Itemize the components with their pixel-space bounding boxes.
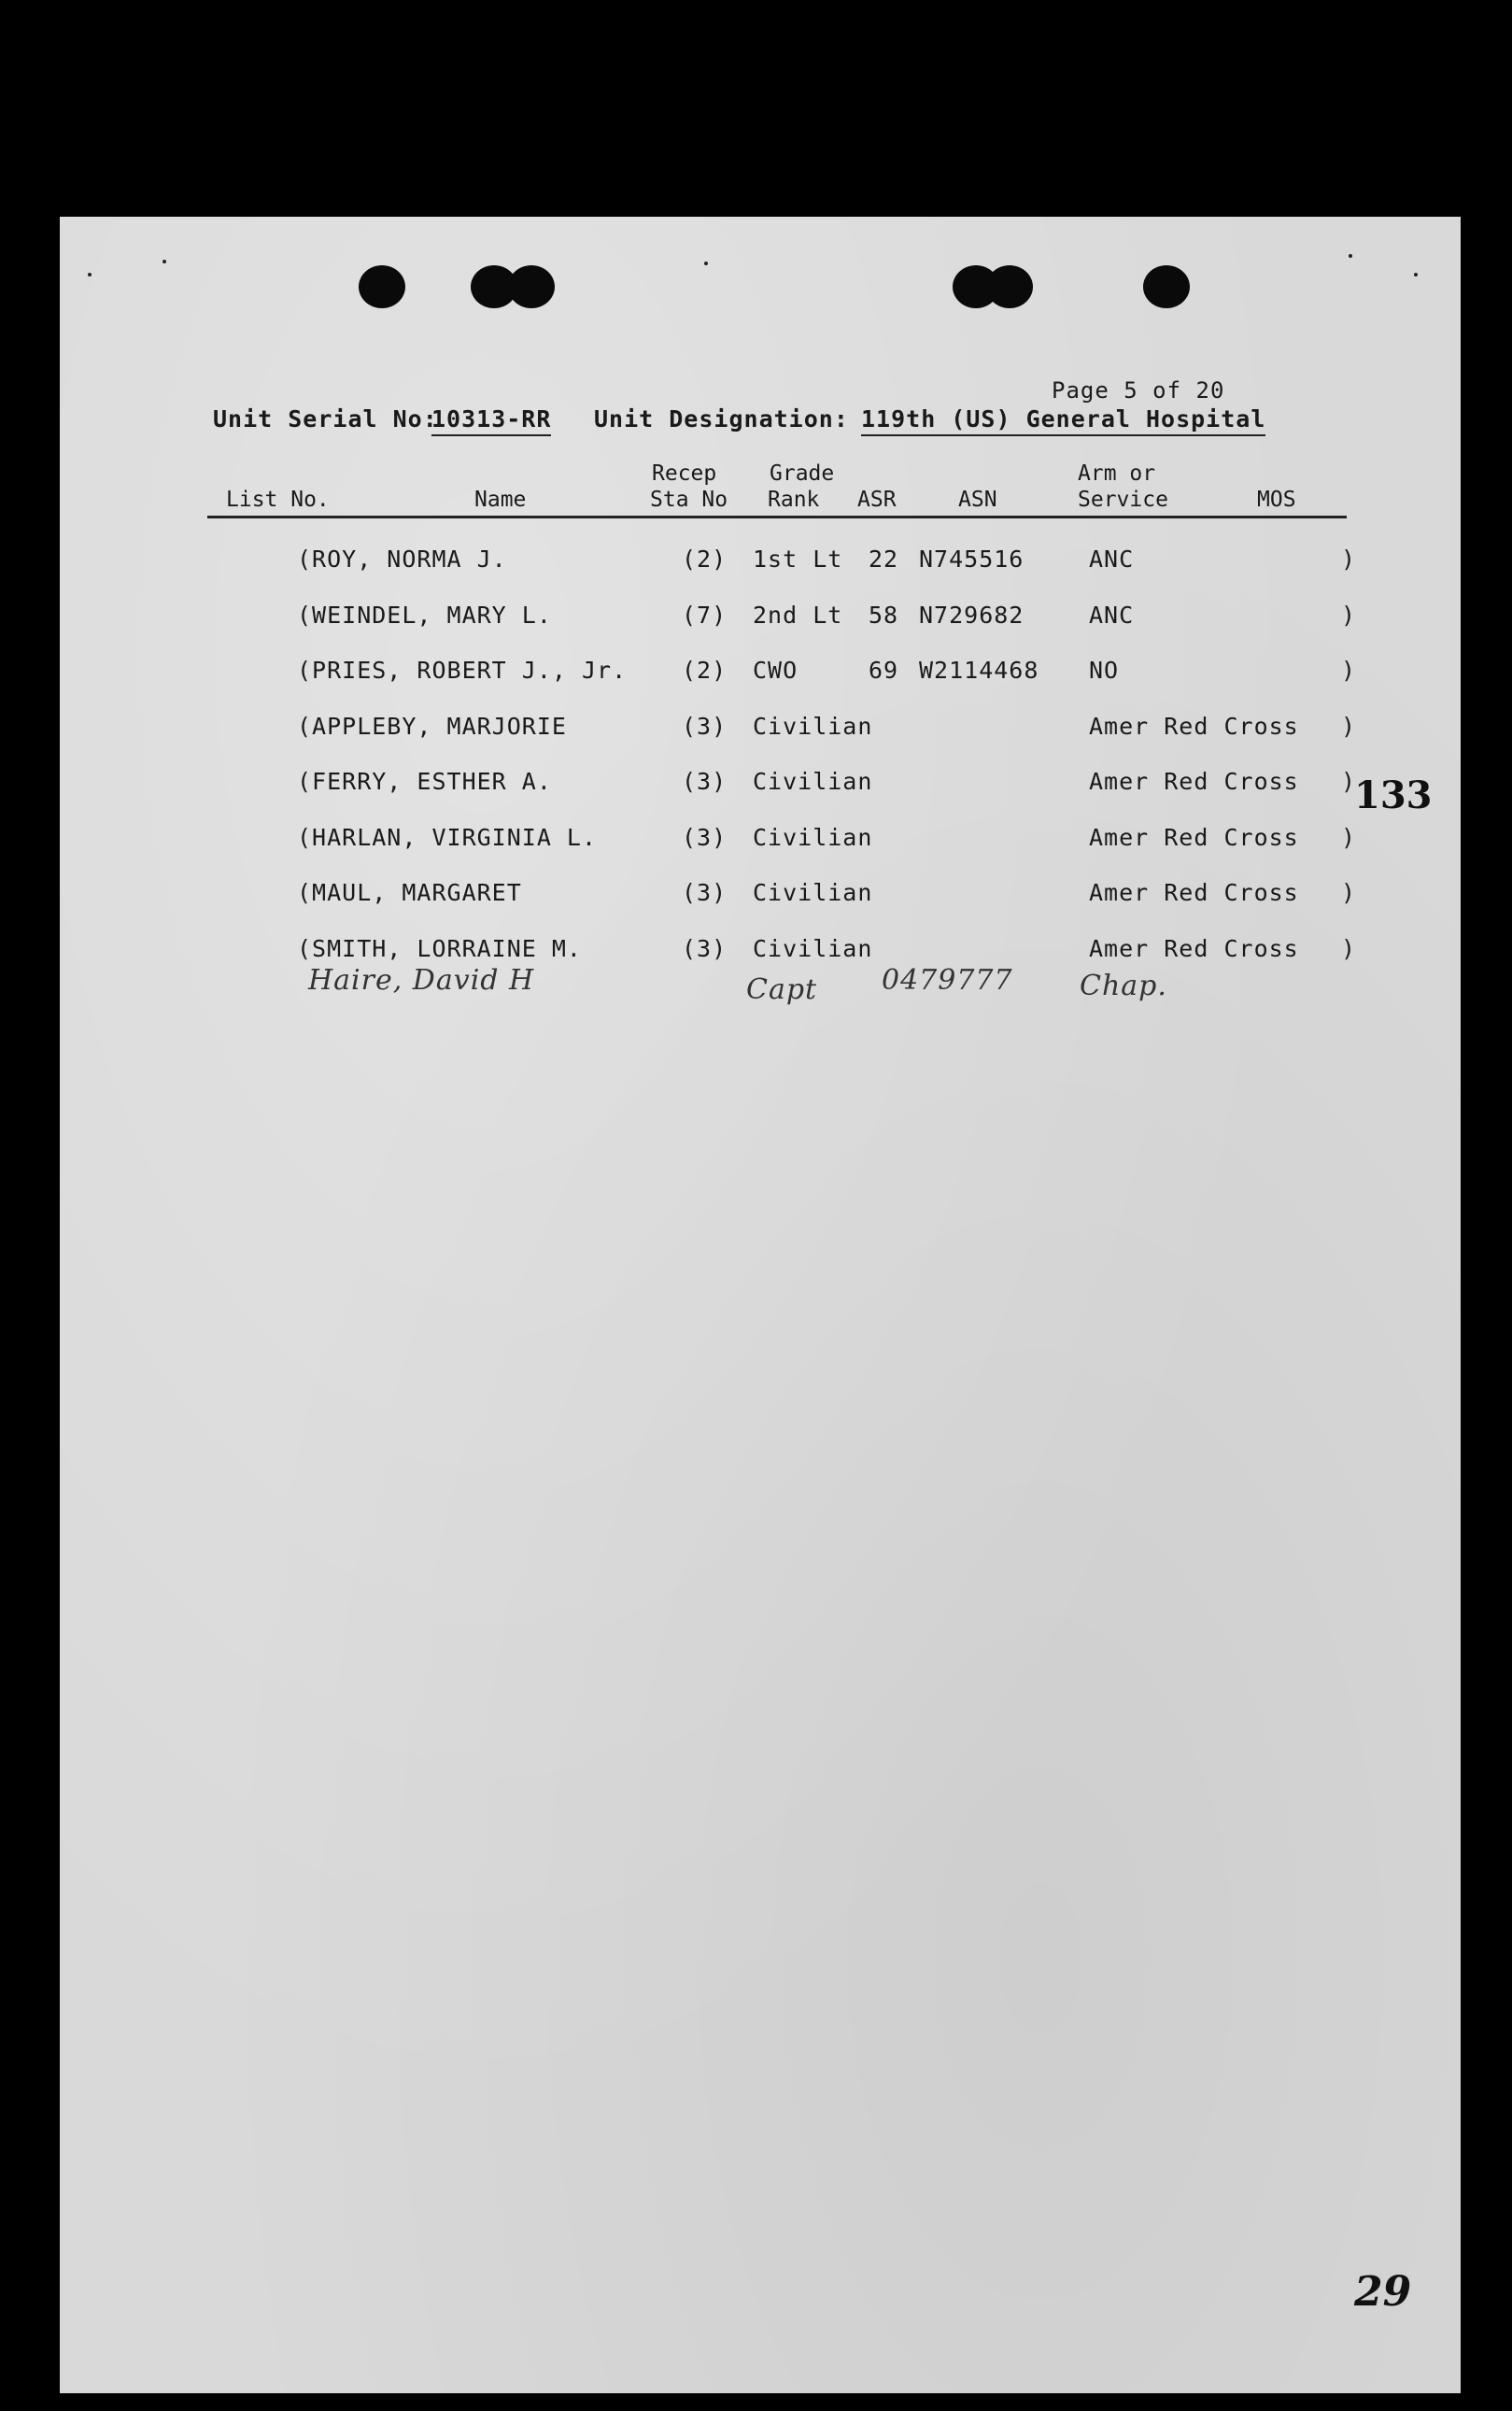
row-asr: 69 — [869, 657, 899, 684]
unit-designation-value: 119th (US) General Hospital — [861, 405, 1265, 436]
col-mos: MOS — [1257, 488, 1296, 512]
speck — [88, 273, 92, 277]
row-name: (MAUL, MARGARET — [297, 879, 522, 906]
handwritten-rank: Capt — [746, 973, 818, 1006]
punch-hole — [359, 265, 405, 308]
col-asr: ASR — [857, 488, 897, 512]
row-name: (ROY, NORMA J. — [297, 546, 507, 573]
handwritten-asn: 0479777 — [882, 964, 1013, 997]
document-page — [60, 217, 1461, 2393]
row-bracket: ) — [1341, 546, 1357, 573]
col-arm-bottom: Service — [1078, 488, 1168, 512]
row-sta-no: (2) — [682, 657, 728, 684]
row-service: Amer Red Cross — [1089, 768, 1299, 795]
unit-serial-label: Unit Serial No: — [213, 405, 438, 433]
row-rank: Civilian — [753, 824, 873, 851]
handwritten-name: Haire, David H — [308, 964, 535, 997]
header-rule — [207, 516, 1347, 518]
col-grade-bottom: Rank — [768, 488, 820, 512]
row-service: Amer Red Cross — [1089, 824, 1299, 851]
col-grade-top: Grade — [770, 461, 835, 486]
unit-serial-value: 10313-RR — [431, 405, 551, 436]
col-recep-top: Recep — [652, 461, 717, 486]
row-service: Amer Red Cross — [1089, 879, 1299, 906]
row-asn: N729682 — [919, 602, 1024, 629]
col-arm-top: Arm or — [1078, 461, 1156, 486]
row-bracket: ) — [1341, 768, 1357, 795]
row-name: (HARLAN, VIRGINIA L. — [297, 824, 598, 851]
page-label: Page 5 of 20 — [1052, 377, 1225, 404]
col-name: Name — [474, 488, 527, 512]
row-rank: 2nd Lt — [753, 602, 843, 629]
row-asn: W2114468 — [919, 657, 1039, 684]
row-sta-no: (3) — [682, 713, 728, 740]
row-sta-no: (7) — [682, 602, 728, 629]
row-asn: N745516 — [919, 546, 1024, 573]
col-list-no: List No. — [226, 488, 330, 512]
row-service: Amer Red Cross — [1089, 713, 1299, 740]
punch-hole — [1143, 265, 1190, 308]
row-name: (FERRY, ESTHER A. — [297, 768, 552, 795]
row-name: (WEINDEL, MARY L. — [297, 602, 552, 629]
row-service: NO — [1089, 657, 1120, 684]
row-name: (SMITH, LORRAINE M. — [297, 935, 582, 962]
speck — [1414, 273, 1418, 277]
row-bracket: ) — [1341, 935, 1357, 962]
row-sta-no: (2) — [682, 546, 728, 573]
row-rank: Civilian — [753, 713, 873, 740]
row-sta-no: (3) — [682, 935, 728, 962]
row-bracket: ) — [1341, 713, 1357, 740]
row-bracket: ) — [1341, 657, 1357, 684]
speck — [163, 260, 166, 263]
row-bracket: ) — [1341, 602, 1357, 629]
handwritten-service: Chap. — [1080, 970, 1167, 1002]
punch-hole — [508, 265, 555, 308]
row-asr: 22 — [869, 546, 899, 573]
row-service: Amer Red Cross — [1089, 935, 1299, 962]
row-rank: 1st Lt — [753, 546, 843, 573]
row-bracket: ) — [1341, 824, 1357, 851]
row-rank: Civilian — [753, 768, 873, 795]
unit-designation-label: Unit Designation: — [594, 405, 849, 433]
row-service: ANC — [1089, 602, 1135, 629]
row-name: (PRIES, ROBERT J., Jr. — [297, 657, 628, 684]
row-service: ANC — [1089, 546, 1135, 573]
col-recep-bottom: Sta No — [650, 488, 728, 512]
row-bracket: ) — [1341, 879, 1357, 906]
row-asr: 58 — [869, 602, 899, 629]
speck — [1349, 254, 1352, 258]
row-rank: Civilian — [753, 879, 873, 906]
row-sta-no: (3) — [682, 824, 728, 851]
row-rank: Civilian — [753, 935, 873, 962]
row-name: (APPLEBY, MARJORIE — [297, 713, 567, 740]
folio-number: 29 — [1354, 2268, 1412, 2316]
row-sta-no: (3) — [682, 879, 728, 906]
row-rank: CWO — [753, 657, 798, 684]
col-asn: ASN — [958, 488, 997, 512]
punch-hole — [986, 265, 1033, 308]
row-sta-no: (3) — [682, 768, 728, 795]
bracket-number: 133 — [1354, 773, 1433, 817]
speck — [704, 262, 708, 265]
